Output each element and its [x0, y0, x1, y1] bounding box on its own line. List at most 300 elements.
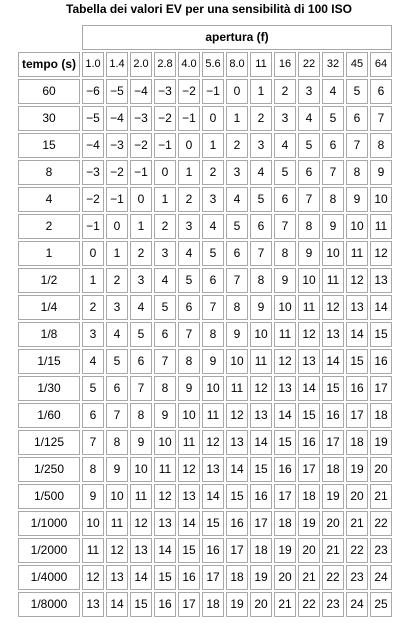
- ev-value-cell: 7: [154, 349, 176, 374]
- ev-value-cell: 15: [370, 322, 392, 347]
- ev-value-cell: 17: [202, 565, 224, 590]
- ev-value-cell: 16: [178, 565, 200, 590]
- ev-value-cell: 4: [226, 187, 248, 212]
- ev-value-cell: 4: [298, 106, 320, 131]
- ev-value-cell: 16: [346, 376, 368, 401]
- ev-value-cell: 1: [130, 214, 152, 239]
- ev-value-cell: −1: [130, 160, 152, 185]
- ev-value-cell: 19: [226, 592, 248, 617]
- ev-value-cell: 8: [130, 403, 152, 428]
- ev-value-cell: 11: [250, 349, 272, 374]
- ev-value-cell: −6: [82, 79, 104, 104]
- time-cell: 1/15: [18, 349, 80, 374]
- ev-value-cell: 4: [274, 133, 296, 158]
- ev-value-cell: 3: [130, 268, 152, 293]
- ev-value-cell: 13: [322, 322, 344, 347]
- ev-value-cell: −1: [178, 106, 200, 131]
- ev-value-cell: 22: [298, 592, 320, 617]
- ev-value-cell: 8: [346, 160, 368, 185]
- ev-value-cell: 14: [202, 484, 224, 509]
- ev-value-cell: 17: [226, 538, 248, 563]
- ev-value-cell: 13: [82, 592, 104, 617]
- ev-value-cell: 13: [130, 538, 152, 563]
- ev-value-cell: 3: [250, 133, 272, 158]
- time-header: tempo (s): [18, 52, 80, 77]
- ev-value-cell: 12: [322, 295, 344, 320]
- ev-value-cell: 19: [346, 457, 368, 482]
- ev-value-cell: 6: [226, 241, 248, 266]
- ev-value-cell: 16: [298, 430, 320, 455]
- ev-value-cell: 12: [202, 430, 224, 455]
- ev-value-cell: 6: [202, 268, 224, 293]
- time-cell: 1/125: [18, 430, 80, 455]
- ev-value-cell: 5: [202, 241, 224, 266]
- table-row: [18, 241, 392, 266]
- ev-value-cell: 11: [82, 538, 104, 563]
- ev-value-cell: 18: [370, 403, 392, 428]
- ev-value-cell: 10: [130, 457, 152, 482]
- ev-value-cell: −2: [106, 160, 128, 185]
- table-row: [18, 106, 392, 131]
- ev-value-cell: 20: [274, 565, 296, 590]
- ev-value-cell: 6: [82, 403, 104, 428]
- aperture-stop-header: 2.8: [154, 52, 176, 77]
- ev-value-cell: 5: [154, 295, 176, 320]
- ev-value-cell: 12: [370, 241, 392, 266]
- table-row: [18, 79, 392, 104]
- aperture-stop-header: 16: [274, 52, 296, 77]
- ev-value-cell: 5: [82, 376, 104, 401]
- ev-value-cell: 8: [298, 214, 320, 239]
- ev-value-cell: 21: [274, 592, 296, 617]
- aperture-stop-header: 4.0: [178, 52, 200, 77]
- ev-value-cell: 10: [154, 430, 176, 455]
- empty-corner-cell: [18, 25, 80, 50]
- ev-value-cell: 10: [322, 241, 344, 266]
- ev-value-cell: 6: [322, 133, 344, 158]
- ev-value-cell: 2: [130, 241, 152, 266]
- table-row: [18, 376, 392, 401]
- ev-value-cell: 3: [298, 79, 320, 104]
- time-cell: 1/1000: [18, 511, 80, 536]
- ev-value-cell: 4: [154, 268, 176, 293]
- ev-value-cell: 9: [250, 295, 272, 320]
- ev-value-cell: 15: [178, 538, 200, 563]
- ev-value-cell: 15: [274, 430, 296, 455]
- ev-value-cell: 6: [346, 106, 368, 131]
- ev-value-cell: 18: [322, 457, 344, 482]
- ev-value-cell: 21: [346, 511, 368, 536]
- time-cell: 1/2000: [18, 538, 80, 563]
- ev-value-cell: 14: [250, 430, 272, 455]
- ev-value-cell: 12: [346, 268, 368, 293]
- ev-value-cell: 5: [106, 349, 128, 374]
- table-row: [18, 160, 392, 185]
- ev-value-cell: −5: [106, 79, 128, 104]
- ev-value-cell: 23: [322, 592, 344, 617]
- ev-value-cell: 13: [226, 430, 248, 455]
- time-cell: 2: [18, 214, 80, 239]
- ev-value-cell: 8: [154, 376, 176, 401]
- ev-value-cell: 17: [322, 430, 344, 455]
- ev-value-cell: 4: [202, 214, 224, 239]
- ev-value-cell: 8: [370, 133, 392, 158]
- ev-value-cell: 17: [178, 592, 200, 617]
- aperture-stop-header: 45: [346, 52, 368, 77]
- ev-value-cell: 3: [106, 295, 128, 320]
- ev-value-cell: 14: [106, 592, 128, 617]
- table-row: [18, 133, 392, 158]
- ev-value-cell: 14: [178, 511, 200, 536]
- ev-value-cell: 10: [346, 214, 368, 239]
- aperture-stop-header: 64: [370, 52, 392, 77]
- ev-value-cell: 1: [226, 106, 248, 131]
- ev-value-cell: 16: [154, 592, 176, 617]
- ev-value-cell: 11: [298, 295, 320, 320]
- ev-value-cell: 11: [154, 457, 176, 482]
- ev-value-cell: −2: [154, 106, 176, 131]
- ev-value-cell: 12: [106, 538, 128, 563]
- ev-value-cell: 6: [178, 295, 200, 320]
- ev-value-cell: 2: [154, 214, 176, 239]
- ev-value-cell: 7: [250, 241, 272, 266]
- table-row: [18, 295, 392, 320]
- ev-value-cell: 10: [226, 349, 248, 374]
- time-cell: 8: [18, 160, 80, 185]
- ev-value-cell: 20: [346, 484, 368, 509]
- ev-value-cell: 15: [202, 511, 224, 536]
- ev-value-cell: 14: [370, 295, 392, 320]
- ev-value-cell: 5: [226, 214, 248, 239]
- time-cell: 1/2: [18, 268, 80, 293]
- ev-value-cell: 20: [322, 511, 344, 536]
- ev-value-cell: 8: [250, 268, 272, 293]
- ev-value-cell: 16: [250, 484, 272, 509]
- ev-value-cell: 17: [250, 511, 272, 536]
- ev-value-cell: 8: [82, 457, 104, 482]
- ev-value-cell: 20: [250, 592, 272, 617]
- ev-value-cell: 7: [322, 160, 344, 185]
- ev-value-cell: 15: [130, 592, 152, 617]
- ev-value-cell: 7: [298, 187, 320, 212]
- ev-value-cell: 24: [346, 592, 368, 617]
- ev-value-cell: 1: [250, 79, 272, 104]
- time-cell: 1/500: [18, 484, 80, 509]
- ev-value-cell: 8: [178, 349, 200, 374]
- ev-value-cell: 17: [346, 403, 368, 428]
- time-cell: 1/30: [18, 376, 80, 401]
- ev-value-cell: −4: [106, 106, 128, 131]
- ev-value-cell: 18: [202, 592, 224, 617]
- ev-value-cell: 8: [202, 322, 224, 347]
- ev-value-cell: 7: [226, 268, 248, 293]
- ev-value-cell: 2: [250, 106, 272, 131]
- ev-value-cell: −2: [82, 187, 104, 212]
- ev-value-cell: 19: [322, 484, 344, 509]
- ev-value-cell: 11: [202, 403, 224, 428]
- ev-value-cell: 9: [130, 430, 152, 455]
- table-row: [18, 511, 392, 536]
- ev-value-cell: 22: [370, 511, 392, 536]
- ev-value-cell: 13: [274, 376, 296, 401]
- ev-value-cell: 23: [346, 565, 368, 590]
- ev-value-cell: 3: [202, 187, 224, 212]
- table-row: [18, 268, 392, 293]
- ev-value-cell: 11: [130, 484, 152, 509]
- ev-value-cell: −4: [82, 133, 104, 158]
- ev-value-cell: 14: [346, 322, 368, 347]
- ev-value-cell: 25: [370, 592, 392, 617]
- ev-value-cell: 14: [298, 376, 320, 401]
- ev-value-cell: 19: [298, 511, 320, 536]
- ev-value-cell: 1: [82, 268, 104, 293]
- ev-value-cell: −5: [82, 106, 104, 131]
- ev-value-cell: 9: [226, 322, 248, 347]
- ev-value-cell: 16: [370, 349, 392, 374]
- time-cell: 1/4: [18, 295, 80, 320]
- ev-value-cell: 15: [298, 403, 320, 428]
- ev-value-cell: −1: [202, 79, 224, 104]
- ev-value-cell: 5: [250, 187, 272, 212]
- ev-value-cell: 6: [106, 376, 128, 401]
- ev-value-cell: 9: [322, 214, 344, 239]
- ev-value-cell: 14: [130, 565, 152, 590]
- ev-value-cell: 13: [370, 268, 392, 293]
- ev-value-cell: 23: [370, 538, 392, 563]
- ev-value-cell: 12: [298, 322, 320, 347]
- ev-value-cell: 7: [346, 133, 368, 158]
- ev-value-cell: −2: [178, 79, 200, 104]
- ev-value-cell: −4: [130, 79, 152, 104]
- ev-value-cell: 0: [202, 106, 224, 131]
- ev-value-cell: 21: [298, 565, 320, 590]
- ev-value-cell: 1: [106, 241, 128, 266]
- ev-value-cell: 6: [130, 349, 152, 374]
- ev-value-cell: 0: [154, 160, 176, 185]
- aperture-stop-header: 1.4: [106, 52, 128, 77]
- ev-value-cell: 14: [274, 403, 296, 428]
- ev-value-cell: 8: [274, 241, 296, 266]
- ev-value-cell: 13: [178, 484, 200, 509]
- ev-value-cell: 22: [346, 538, 368, 563]
- ev-value-cell: 19: [250, 565, 272, 590]
- ev-value-cell: 21: [322, 538, 344, 563]
- aperture-stop-header: 8.0: [226, 52, 248, 77]
- table-row: [18, 349, 392, 374]
- ev-value-cell: −1: [106, 187, 128, 212]
- ev-value-cell: 11: [226, 376, 248, 401]
- ev-value-cell: 10: [82, 511, 104, 536]
- time-cell: 1/250: [18, 457, 80, 482]
- ev-value-cell: 15: [322, 376, 344, 401]
- ev-value-cell: 2: [106, 268, 128, 293]
- ev-value-cell: 13: [154, 511, 176, 536]
- ev-value-cell: 9: [370, 160, 392, 185]
- ev-value-cell: 14: [154, 538, 176, 563]
- ev-value-cell: 0: [130, 187, 152, 212]
- ev-value-cell: 0: [82, 241, 104, 266]
- ev-value-cell: 18: [298, 484, 320, 509]
- table-row: [18, 403, 392, 428]
- ev-value-cell: 24: [370, 565, 392, 590]
- ev-value-cell: 5: [274, 160, 296, 185]
- ev-value-cell: 10: [250, 322, 272, 347]
- ev-value-cell: 2: [202, 160, 224, 185]
- ev-value-cell: 2: [226, 133, 248, 158]
- aperture-header: apertura (f): [82, 25, 392, 50]
- ev-value-cell: 9: [274, 268, 296, 293]
- ev-value-cell: 6: [274, 187, 296, 212]
- ev-value-cell: 13: [106, 565, 128, 590]
- ev-value-cell: −3: [130, 106, 152, 131]
- ev-value-cell: 15: [346, 349, 368, 374]
- header-row-stops: [18, 52, 392, 77]
- ev-value-cell: 7: [130, 376, 152, 401]
- ev-value-cell: 6: [250, 214, 272, 239]
- ev-value-cell: −3: [106, 133, 128, 158]
- time-cell: 60: [18, 79, 80, 104]
- ev-value-cell: 2: [82, 295, 104, 320]
- ev-value-cell: 13: [250, 403, 272, 428]
- ev-value-cell: 0: [178, 133, 200, 158]
- aperture-stop-header: 5.6: [202, 52, 224, 77]
- ev-value-cell: 4: [130, 295, 152, 320]
- ev-value-cell: 7: [106, 403, 128, 428]
- ev-value-cell: 12: [178, 457, 200, 482]
- ev-value-cell: 9: [298, 241, 320, 266]
- table-row: [18, 592, 392, 617]
- ev-value-cell: 12: [130, 511, 152, 536]
- ev-value-cell: 13: [298, 349, 320, 374]
- ev-value-cell: 19: [274, 538, 296, 563]
- ev-value-cell: 1: [202, 133, 224, 158]
- time-cell: 4: [18, 187, 80, 212]
- ev-value-cell: 18: [250, 538, 272, 563]
- ev-value-cell: 11: [322, 268, 344, 293]
- ev-value-cell: 4: [322, 79, 344, 104]
- ev-value-cell: 6: [370, 79, 392, 104]
- ev-value-cell: 5: [130, 322, 152, 347]
- ev-value-cell: 11: [178, 430, 200, 455]
- ev-value-cell: 2: [178, 187, 200, 212]
- ev-value-cell: 18: [226, 565, 248, 590]
- ev-value-cell: 3: [154, 241, 176, 266]
- header-row-aperture: [18, 25, 392, 50]
- ev-value-cell: 19: [370, 430, 392, 455]
- ev-table: [16, 23, 394, 619]
- time-cell: 1/8000: [18, 592, 80, 617]
- ev-value-cell: 9: [202, 349, 224, 374]
- ev-value-cell: 10: [298, 268, 320, 293]
- ev-value-cell: 22: [322, 565, 344, 590]
- ev-value-cell: 16: [226, 511, 248, 536]
- table-row: [18, 484, 392, 509]
- ev-value-cell: 21: [370, 484, 392, 509]
- ev-value-cell: 6: [298, 160, 320, 185]
- time-cell: 1/60: [18, 403, 80, 428]
- time-cell: 1: [18, 241, 80, 266]
- ev-value-cell: 9: [178, 376, 200, 401]
- ev-value-cell: 15: [226, 484, 248, 509]
- time-cell: 15: [18, 133, 80, 158]
- ev-value-cell: −3: [154, 79, 176, 104]
- ev-value-cell: 9: [106, 457, 128, 482]
- ev-value-cell: 7: [82, 430, 104, 455]
- ev-value-cell: 20: [370, 457, 392, 482]
- ev-value-cell: 5: [178, 268, 200, 293]
- table-row: [18, 322, 392, 347]
- ev-value-cell: 12: [154, 484, 176, 509]
- ev-value-cell: 20: [298, 538, 320, 563]
- ev-value-cell: 18: [274, 511, 296, 536]
- ev-value-cell: 4: [106, 322, 128, 347]
- ev-value-cell: 10: [106, 484, 128, 509]
- table-row: [18, 187, 392, 212]
- ev-value-cell: 14: [226, 457, 248, 482]
- ev-value-cell: −1: [154, 133, 176, 158]
- ev-value-cell: 4: [82, 349, 104, 374]
- ev-value-cell: 7: [178, 322, 200, 347]
- ev-value-cell: 0: [106, 214, 128, 239]
- ev-value-cell: 12: [250, 376, 272, 401]
- ev-value-cell: 7: [274, 214, 296, 239]
- ev-value-cell: 16: [202, 538, 224, 563]
- aperture-stop-header: 11: [250, 52, 272, 77]
- ev-value-cell: −3: [82, 160, 104, 185]
- ev-value-cell: 11: [370, 214, 392, 239]
- ev-value-cell: 10: [370, 187, 392, 212]
- table-row: [18, 565, 392, 590]
- ev-value-cell: 3: [226, 160, 248, 185]
- ev-value-cell: 10: [202, 376, 224, 401]
- ev-value-cell: 8: [322, 187, 344, 212]
- ev-value-cell: 12: [274, 349, 296, 374]
- table-row: [18, 538, 392, 563]
- aperture-stop-header: 2.0: [130, 52, 152, 77]
- ev-value-cell: 14: [322, 349, 344, 374]
- ev-value-cell: 7: [370, 106, 392, 131]
- ev-value-cell: 12: [82, 565, 104, 590]
- ev-value-cell: 10: [178, 403, 200, 428]
- time-cell: 1/8: [18, 322, 80, 347]
- ev-value-cell: −1: [82, 214, 104, 239]
- ev-value-cell: 11: [274, 322, 296, 347]
- ev-value-cell: 3: [178, 214, 200, 239]
- ev-value-cell: 4: [250, 160, 272, 185]
- ev-value-cell: 12: [226, 403, 248, 428]
- ev-value-cell: 1: [154, 187, 176, 212]
- ev-value-cell: 5: [322, 106, 344, 131]
- time-cell: 30: [18, 106, 80, 131]
- ev-value-cell: 5: [346, 79, 368, 104]
- ev-value-cell: 17: [370, 376, 392, 401]
- ev-value-cell: 0: [226, 79, 248, 104]
- ev-value-cell: 8: [106, 430, 128, 455]
- ev-value-cell: 4: [178, 241, 200, 266]
- ev-value-cell: 15: [250, 457, 272, 482]
- ev-value-cell: 1: [178, 160, 200, 185]
- ev-value-cell: 3: [274, 106, 296, 131]
- aperture-stop-header: 32: [322, 52, 344, 77]
- ev-value-cell: 13: [202, 457, 224, 482]
- ev-value-cell: 17: [298, 457, 320, 482]
- ev-value-cell: 11: [106, 511, 128, 536]
- ev-value-cell: 9: [82, 484, 104, 509]
- ev-value-cell: 5: [298, 133, 320, 158]
- ev-value-cell: 3: [82, 322, 104, 347]
- table-row: [18, 457, 392, 482]
- ev-value-cell: 18: [346, 430, 368, 455]
